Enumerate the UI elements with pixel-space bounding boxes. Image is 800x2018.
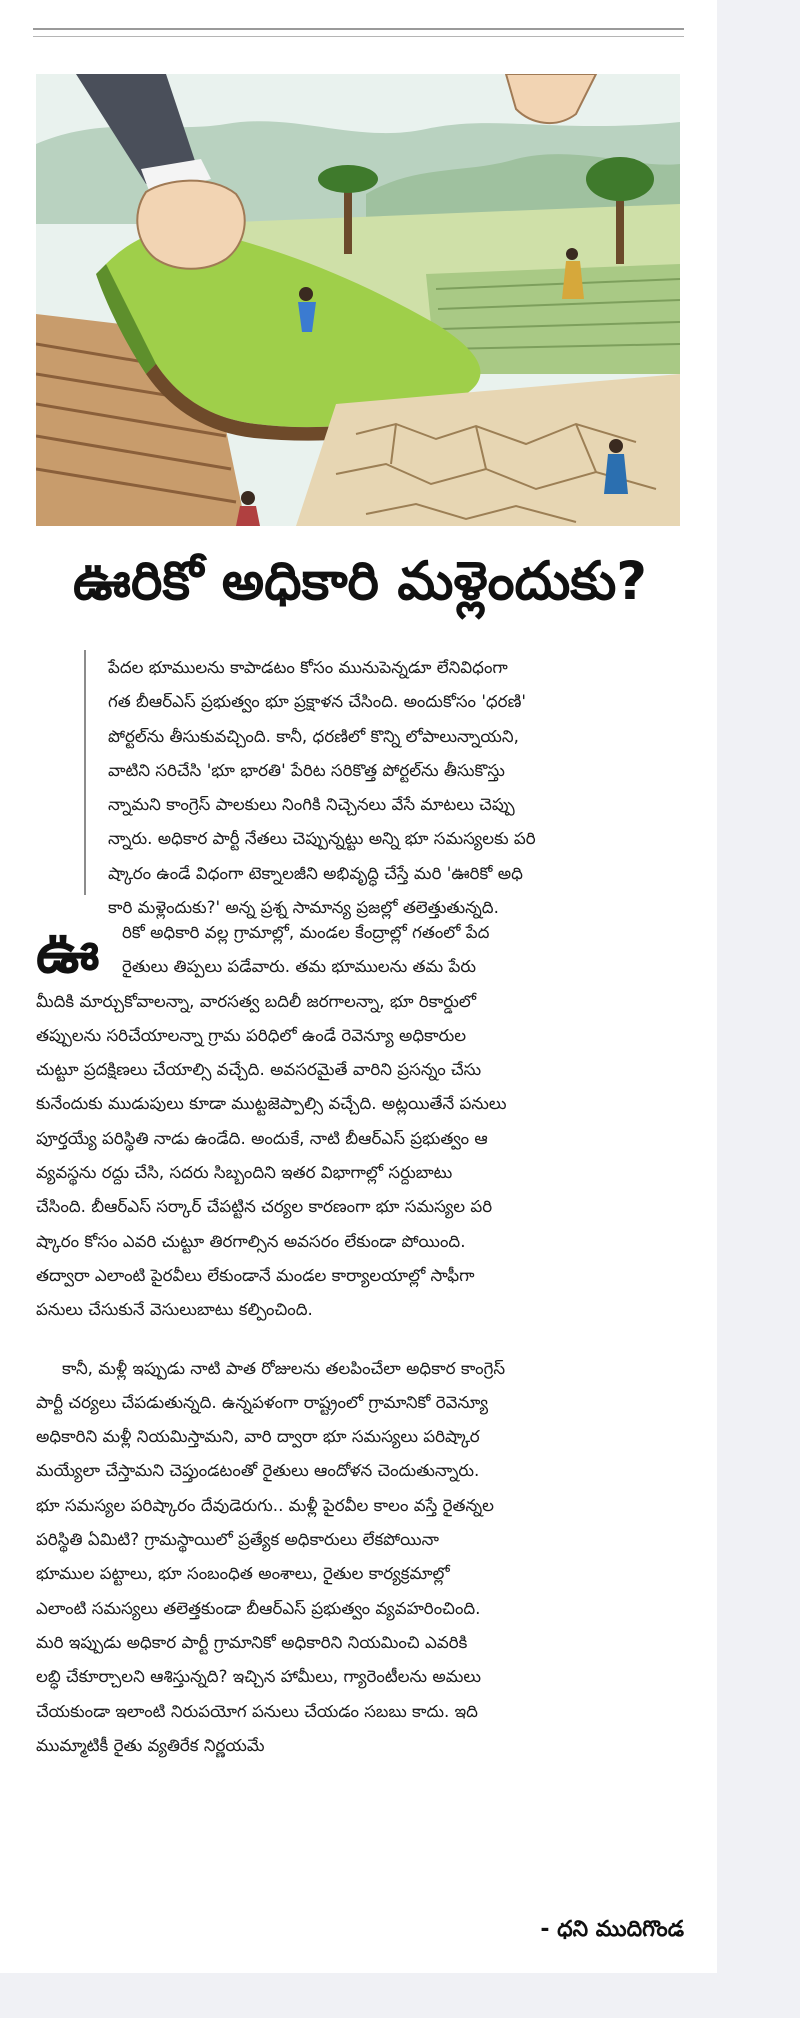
body-line: వ్యవస్థను రద్దు చేసి, సదరు సిబ్బందిని ఇతర విభాగాల్లో సర్దుబాటు <box>36 1162 453 1183</box>
body-line: పనులు చేసుకునే వెసులుబాటు కల్పించింది. <box>36 1299 313 1320</box>
standfirst-line: పేదల భూములను కాపాడటం కోసం మునుపెన్నడూ లేనివిధంగా <box>108 657 508 677</box>
top-divider <box>33 28 684 30</box>
body-line: ముమ్మాటికీ రైతు వ్యతిరేక నిర్ణయమే <box>36 1734 265 1755</box>
body-line: పార్టీ చర్యలు చేపడుతున్నది. ఉన్నపళంగా రాష్ట్రంలో గ్రామానికో రెవెన్యూ <box>36 1391 488 1412</box>
body-line: రైతులు తిప్పలు పడేవారు. తమ భూములను తమ పేరు <box>122 956 477 977</box>
body-line: ష్కారం కోసం ఎవరి చుట్టూ తిరగాల్సిన అవసరం లేకుండా పోయింది. <box>36 1230 466 1251</box>
paragraph-1 <box>36 915 684 1327</box>
drop-cap: ఊ <box>36 918 100 986</box>
body-line: చేసింది. బీఆర్‌ఎస్‌ సర్కార్‌ చేపట్టిన చర్యల కారణంగా భూ సమస్యల పరి <box>36 1196 493 1217</box>
body-line: ఎలాంటి సమస్యలు తలెత్తకుండా బీఆర్‌ఎస్‌ ప్రభుత్వం వ్యవహరించింది. <box>36 1597 481 1618</box>
body-line: చేయకుండా ఇలాంటి నిరుపయోగ పనులు చేయడం సబబు కాదు. ఇది <box>36 1700 478 1721</box>
standfirst-line: న్నారు. అధికార పార్టీ నేతలు చెప్పున్నట్టు అన్ని భూ సమస్యలకు పరి <box>108 828 536 849</box>
body-line: భూ సమస్యల పరిష్కారం దేవుడెరుగు.. మళ్లీ పైరవీల కాలం వస్తే రైతన్నల <box>36 1494 494 1515</box>
body-line: భూముల పట్టాలు, భూ సంబంధిత అంశాలు, రైతుల కార్యక్రమాల్లో <box>36 1563 450 1584</box>
body-line: తద్వారా ఎలాంటి పైరవీలు లేకుండానే మండల కార్యాలయాల్లో సాఫీగా <box>36 1264 475 1285</box>
standfirst-line: పోర్టల్‌ను తీసుకువచ్చింది. కానీ, ధరణిలో కొన్ని లోపాలున్నాయని, <box>108 725 519 746</box>
standfirst-line: న్నామని కాంగ్రెస్‌ పాలకులు నింగికి నిచ్చెనలు వేసే మాటలు చెప్పు <box>108 794 515 815</box>
body-line: కానీ, మళ్లీ ఇప్పుడు నాటి పాత రోజులను తలపించేలా అధికార కాంగ్రెస్‌ <box>62 1357 506 1378</box>
body-line: అధికారిని మళ్లీ నియమిస్తామని, వారి ద్వారా భూ సమస్యలు పరిష్కార <box>36 1426 480 1447</box>
standfirst-box <box>84 650 684 918</box>
article-illustration <box>36 74 680 526</box>
standfirst-line: గత బీఆర్‌ఎస్‌ ప్రభుత్వం భూ ప్రక్షాళన చేసింది. అందుకోసం 'ధరణి' <box>108 691 526 712</box>
headline: ఊరికో అధికారి మళ్లెందుకు? <box>72 551 648 612</box>
standfirst-line: కారి మళ్లెందుకు?' అన్న ప్రశ్న సామాన్య ప్రజల్లో తలెత్తుతున్నది. <box>108 897 499 918</box>
body-line: మీదికి మార్చుకోవాలన్నా, వారసత్వ బదిలీ జరగాలన్నా, భూ రికార్డులో <box>36 990 477 1011</box>
body-line: రికో అధికారి వల్ల గ్రామాల్లో, మండల కేంద్రాల్లో గతంలో పేద <box>122 922 490 942</box>
body-line: మయ్యేలా చేస్తామని చెప్తుండటంతో రైతులు ఆందోళన చెందుతున్నారు. <box>36 1460 480 1481</box>
standfirst-line: ష్కారం ఉండే విధంగా టెక్నాలజీని అభివృద్ధి చేస్తే మరి 'ఊరికో అధి <box>108 862 523 883</box>
body-line: చుట్టూ ప్రదక్షిణలు చేయాల్సి వచ్చేది. అవసరమైతే వారిని ప్రసన్నం చేసు <box>36 1059 482 1080</box>
article-body <box>36 915 684 1762</box>
paragraph-2 <box>36 1351 684 1763</box>
standfirst-line: వాటిని సరిచేసి 'భూ భారతి' పేరిట సరికొత్త పోర్టల్‌ను తీసుకొస్తు <box>108 759 505 780</box>
body-line: కునేందుకు ముడుపులు కూడా ముట్టజెప్పాల్సి వచ్చేది. అట్లయితేనే పనులు <box>36 1093 507 1114</box>
top-divider-thin <box>33 36 684 37</box>
body-line: తప్పులను సరిచేయాలన్నా గ్రామ పరిధిలో ఉండే రెవెన్యూ అధికారుల <box>36 1024 467 1045</box>
author-byline: - ధని ముదిగొండ <box>540 1917 684 1942</box>
body-line: పూర్తయ్యే పరిస్థితి నాడు ఉండేది. అందుకే, నాటి బీఆర్‌ఎస్‌ ప్రభుత్వం ఆ <box>36 1127 488 1148</box>
body-line: పరిస్థితి ఏమిటి? గ్రామస్థాయిలో ప్రత్యేక అధికారులు లేకపోయినా <box>36 1529 439 1550</box>
body-line: లబ్ధి చేకూర్చాలని ఆశిస్తున్నది? ఇచ్చిన హామీలు, గ్యారెంటీలను అమలు <box>36 1666 481 1687</box>
body-line: మరి ఇప్పుడు అధికార పార్టీ గ్రామానికో అధికారిని నియమించి ఎవరికి <box>36 1631 468 1652</box>
